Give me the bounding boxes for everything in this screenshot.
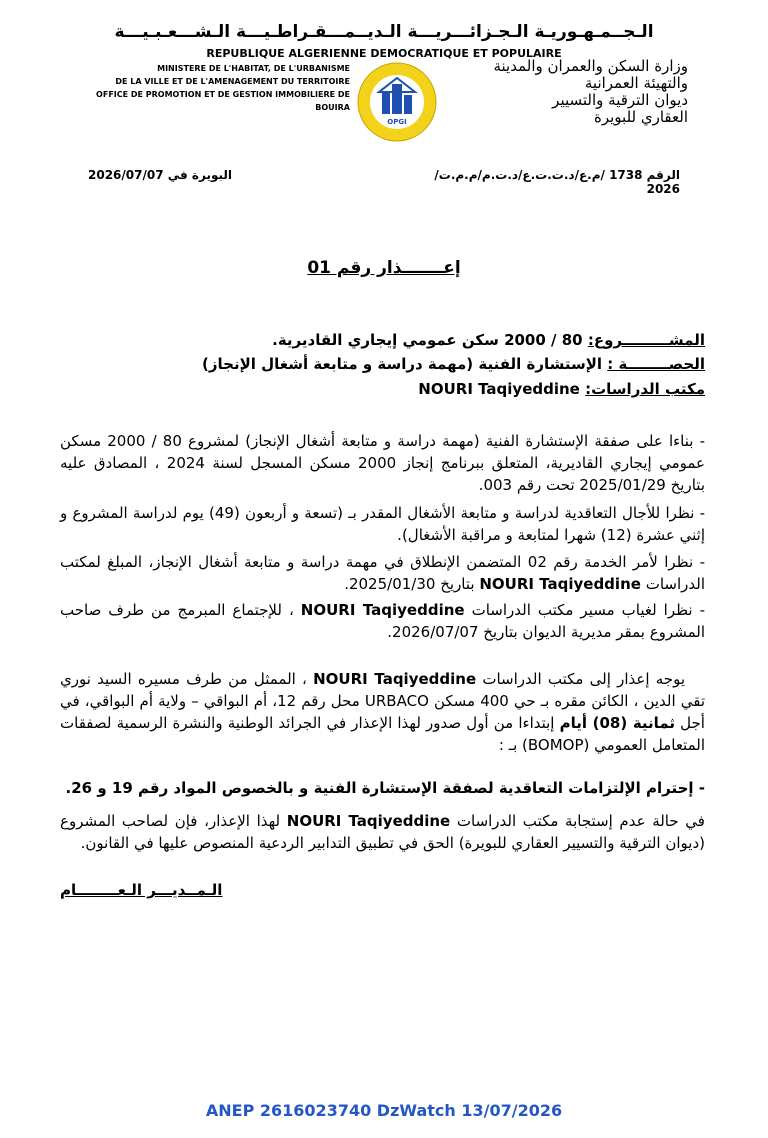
lot-field <box>60 355 705 373</box>
bullet-1: - بناءا على صفقة الإستشارة الفنية (مهمة دراسة و متابعة أشغال الإنجاز) لمشروع 80 / 2000 مسكن عمومي إيجاري القاديرية، المتعلق ببرنامج إنجاز 2000 مسكن المسجل لسنة 2024 ، المصادق عليه بتاريخ 2025/01/29 تحت رقم 003. <box>60 432 706 494</box>
consequence-paragraph <box>60 810 705 854</box>
bullet-3 <box>60 551 705 595</box>
notice-text-start: يوجه إعذار إلى مكتب الدراسات <box>482 670 685 688</box>
project-label: المشـــــــــروع: <box>587 331 705 349</box>
document-title <box>200 258 568 278</box>
study-office-field <box>60 380 705 398</box>
header-arabic-ministry <box>460 58 688 126</box>
study-office-value: NOURI Taqiyeddine <box>418 380 580 398</box>
place-and-date: البويرة في 2026/07/07 <box>88 168 233 182</box>
signature-block <box>60 881 705 899</box>
header-arabic-ministry-line-2: والتهيئة العمرانية <box>584 74 688 92</box>
logo-text: OPGI <box>387 118 407 126</box>
consequence-text-end: لهذا الإعذار، فإن لصاحب المشروع (ديوان الترقية والتسيير العقاري للبويرة) الحق في تطبيق التدابير الردعية المنصوص عليها في القانون. <box>60 812 705 852</box>
bullet-3-text-start: - نظرا لأمر الخدمة رقم 02 المتضمن الإنطلاق في مهمة دراسة و متابعة أشغال الإنجاز، المبلغ لمكتب الدراسات <box>60 553 705 593</box>
consequence-text-start: في حالة عدم إستجابة مكتب الدراسات <box>456 812 705 830</box>
document-title-text: إعـــــــذار رقم 01 <box>307 258 461 278</box>
header-french-ministry <box>60 62 350 114</box>
obligation-item: - إحترام الإلتزامات التعاقدية لصفقة الإستشارة الفنية و بالخصوص المواد رقم 19 و 26. <box>65 779 705 797</box>
notice-office-name: NOURI Taqiyeddine <box>313 670 477 688</box>
header-arabic-republic-title: الـجــمـهـوريـة الـجـزائـــريـــة الـديــمـــقـراطـيـــة الـشـــعـبـيـــة <box>114 22 654 42</box>
header-french-republic-title: REPUBLIQUE ALGERIENNE DEMOCRATIQUE ET POPULAIRE <box>206 47 562 60</box>
bullet-4-text-end: ، للإجتماع المبرمج من طرف صاحب المشروع بمقر مديرية الديوان بتاريخ 2026/07/07. <box>60 601 705 641</box>
header-french-ministry-line-1: MINISTERE DE L'HABITAT, DE L'URBANISME <box>157 64 350 73</box>
header-french-ministry-line-2: DE LA VILLE ET DE L'AMENAGEMENT DU TERRITOIRE <box>115 77 350 86</box>
bullet-4 <box>60 599 705 643</box>
lot-value: الإستشارة الفنية (مهمة دراسة و متابعة أشغال الإنجاز) <box>202 355 603 373</box>
notice-text-end: إبتداءا من أول صدور لهذا الإعذار في الجرائد الوطنية والنشرة الرسمية لصفقات المتعامل العمومي (BOMOP) بـ : <box>60 714 705 754</box>
consequence-office-name: NOURI Taqiyeddine <box>286 812 451 830</box>
notice-text-middle: ، الممثل من طرف مسيره السيد نوري تقي الدين ، الكائن مقره بـ حي 400 مسكن URBACO محل رقم 12، أم البواقي – ولاية أم البواقي، في أجل <box>60 670 706 732</box>
header-arabic-ministry-line-1: وزارة السكن والعمران والمدينة <box>493 57 688 75</box>
project-value: 80 / 2000 سكن عمومي إيجاري القاديرية. <box>272 331 583 349</box>
notice-paragraph <box>60 668 705 756</box>
study-office-label: مكتب الدراسات: <box>585 380 705 398</box>
bullet-4-text-start: - نظرا لغياب مسير مكتب الدراسات <box>471 601 705 619</box>
header-french-ministry-line-3: OFFICE DE PROMOTION ET DE GESTION IMMOBILIERE DE BOUIRA <box>96 90 350 112</box>
header-arabic-ministry-line-3: ديوان الترقية والتسيير <box>552 91 688 109</box>
notice-deadline: ثمانية (08) أيام <box>559 714 676 732</box>
publication-footer: ANEP 2616023740 DzWatch 13/07/2026 <box>205 1101 563 1120</box>
reference-number: الرقم 1738 /م.ع/د.ت.ت.ع/د.ت.م/م.م.ت/ 2026 <box>434 168 680 196</box>
lot-label: الحصــــــــة : <box>607 355 705 373</box>
bullet-4-office-name: NOURI Taqiyeddine <box>300 601 465 619</box>
project-field <box>60 331 705 349</box>
bullet-2: - نظرا للأجال التعاقدية لدراسة و متابعة الأشغال المقدر بـ (تسعة و أربعون (49) يوم لدراسة المشروع و إثني عشرة (12) شهرا لمتابعة و مراقبة الأشغال). <box>60 504 705 544</box>
bullet-3-text-end: بتاريخ 2025/01/30. <box>344 575 475 593</box>
bullet-3-office-name: NOURI Taqiyeddine <box>479 575 641 593</box>
signature-title: الـمــديـــر الـعــــــــام <box>60 881 223 899</box>
opgi-bouira-logo-icon <box>357 62 437 142</box>
header-arabic-ministry-line-4: العقاري للبويرة <box>593 108 688 126</box>
